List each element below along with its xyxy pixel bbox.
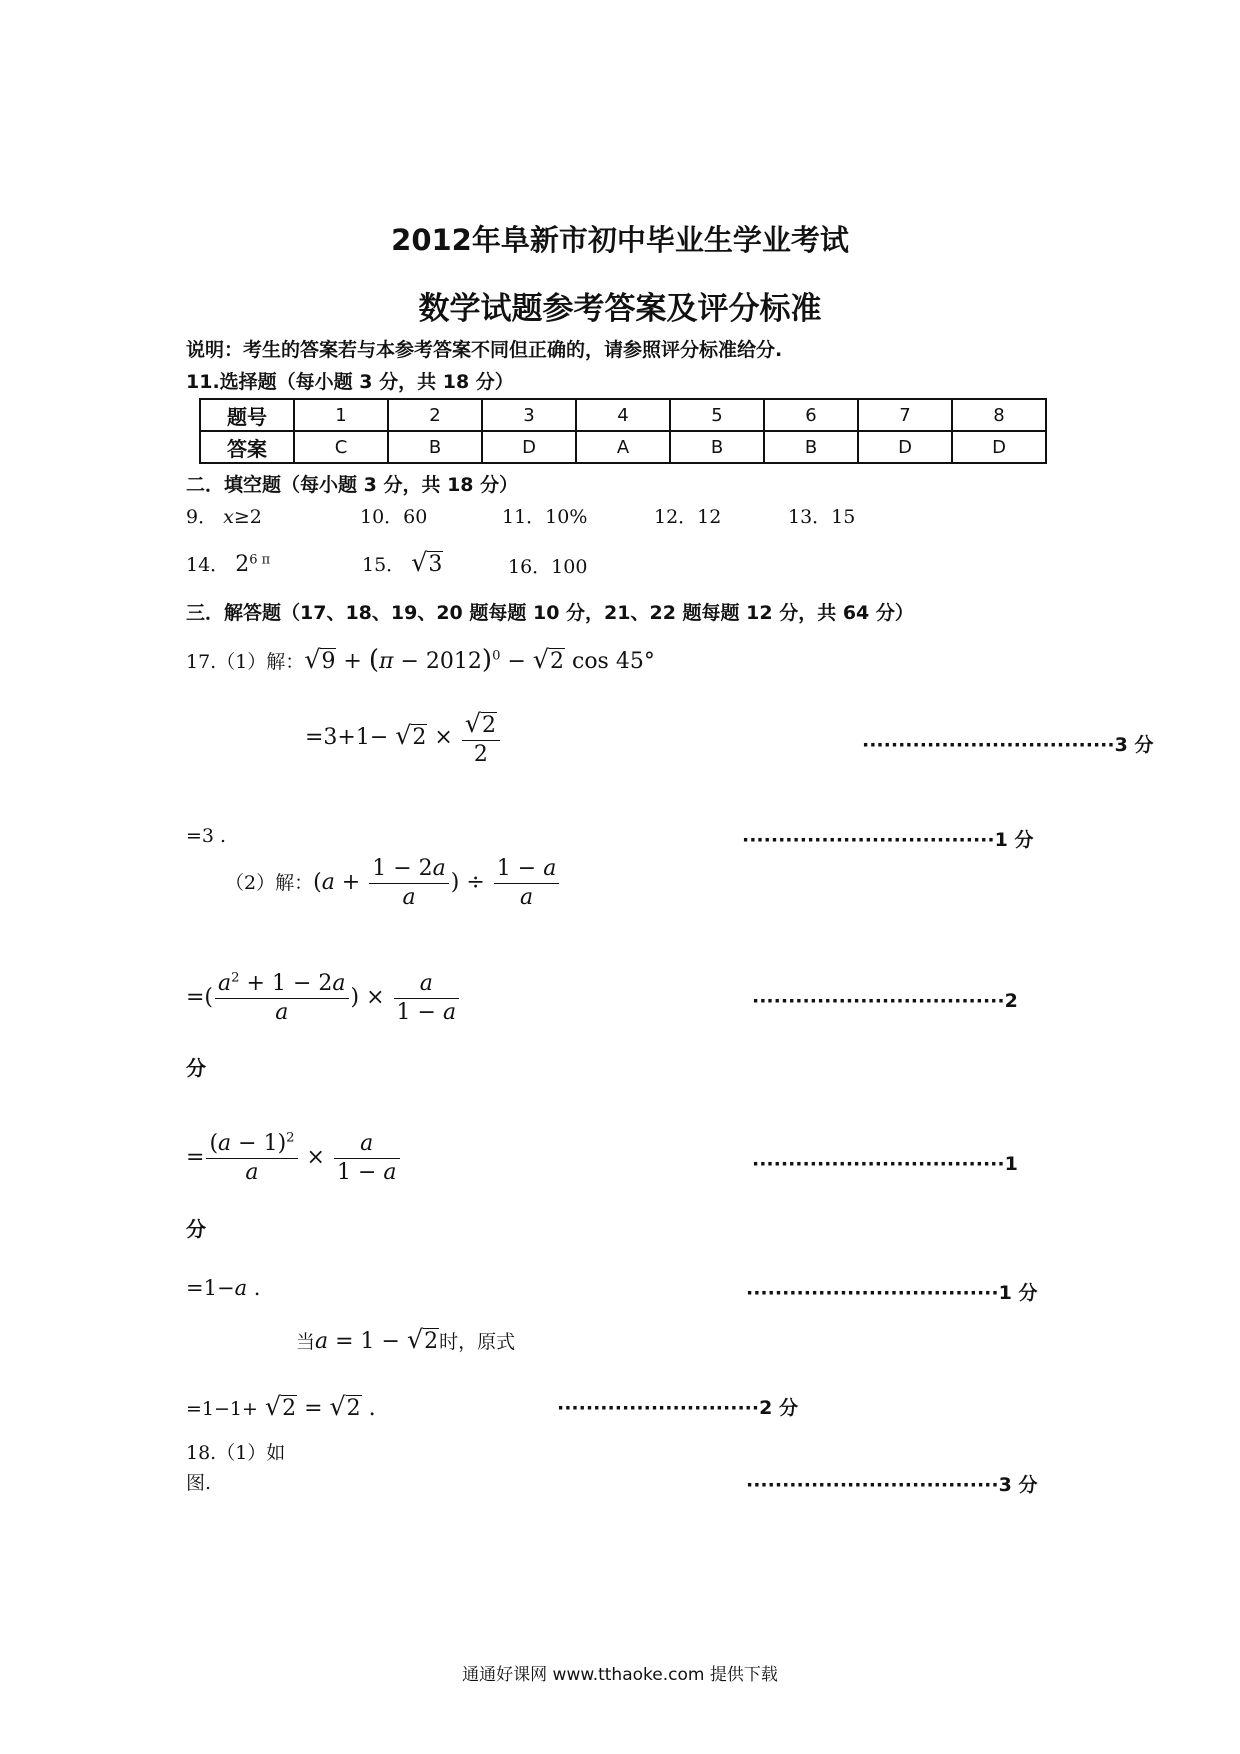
table-cell: D bbox=[858, 431, 952, 463]
q17-result2 bbox=[186, 1276, 260, 1300]
table-cell: D bbox=[482, 431, 576, 463]
table-cell: D bbox=[952, 431, 1046, 463]
q17-substitution: 当a = 1 − √2时，原式 bbox=[296, 1325, 516, 1354]
final-equals: = bbox=[304, 1396, 323, 1421]
fill-answer-16: 16．100 bbox=[508, 556, 588, 578]
q17-step1-expression: =3+1− √2 × $\frac{√2}{2}$ bbox=[305, 708, 502, 768]
q18-label: 18.（1）如 bbox=[186, 1442, 286, 1464]
fill-answer-12: 12．12 bbox=[654, 506, 722, 528]
q17-step3-expression: = $\frac{(a - 1)^2}{a}$ × $\frac{a}{1 - a}$ bbox=[186, 1130, 402, 1186]
score-marker: ···································3 分 bbox=[862, 734, 1154, 756]
table-row bbox=[200, 399, 1046, 431]
table-cell: 7 bbox=[858, 399, 952, 431]
result-prefix: =1− bbox=[186, 1276, 235, 1300]
score-value: 2 分 bbox=[759, 1397, 798, 1419]
table-row bbox=[200, 431, 1046, 463]
score-marker: ···································3 分 bbox=[746, 1474, 1038, 1496]
q9-value: ≥2 bbox=[233, 506, 262, 528]
table-cell: B bbox=[764, 431, 858, 463]
score-value: 2 bbox=[1004, 990, 1018, 1012]
score-marker: ···································1 bbox=[752, 1153, 1018, 1175]
q17-part2-expression: （2）解：(a + $\frac{1 - 2a}{a}$ ) ÷ $\frac{1 - a}{a}$ bbox=[225, 855, 561, 911]
when-text: 时，原式 bbox=[439, 1331, 516, 1353]
row-label-answer: 答案 bbox=[200, 431, 294, 463]
exam-title: 2012年阜新市初中毕业生学业考试 bbox=[391, 223, 849, 257]
q14-number: 14． bbox=[186, 554, 230, 576]
score-marker: ···································1 分 bbox=[746, 1282, 1038, 1304]
sqrt-symbol: √9 bbox=[304, 645, 336, 674]
q9-number: 9． bbox=[186, 506, 218, 528]
score-value: 1 分 bbox=[994, 829, 1034, 851]
result-variable: a bbox=[234, 1276, 248, 1300]
table-cell: 2 bbox=[388, 399, 482, 431]
section1-heading: 11.选择题（每小题 3 分，共 18 分） bbox=[186, 371, 514, 393]
final-prefix: =1−1+ bbox=[186, 1398, 258, 1420]
table-cell: A bbox=[576, 431, 670, 463]
instructions-note: 说明：考生的答案若与本参考答案不同但正确的，请参照评分标准给分. bbox=[186, 339, 783, 361]
table-cell: 5 bbox=[670, 399, 764, 431]
footer-source: 通通好课网 www.tthaoke.com 提供下载 bbox=[462, 1665, 778, 1685]
table-cell: 1 bbox=[294, 399, 388, 431]
q17-part1-label: 17.（1）解： bbox=[186, 651, 305, 673]
q17-part2-label: （2）解： bbox=[225, 872, 314, 894]
q17-part1-expression: 17.（1）解：$√9 + (\pi - 2012)^0 - √2$ cos 45° bbox=[186, 645, 655, 675]
fill-answer-14 bbox=[186, 550, 270, 577]
row-label-question-number: 题号 bbox=[200, 399, 294, 431]
answer-key-title: 数学试题参考答案及评分标准 bbox=[418, 291, 822, 327]
score-value: 1 分 bbox=[998, 1282, 1038, 1304]
score-value: 3 分 bbox=[998, 1474, 1038, 1496]
fill-answer-15 bbox=[362, 548, 443, 577]
section3-heading: 三．解答题（17、18、19、20 题每题 10 分，21、22 题每题 12 分，共 64 分） bbox=[186, 602, 914, 624]
score-value: 3 分 bbox=[1114, 734, 1154, 756]
q17-result1: =3 . bbox=[186, 825, 227, 847]
final-end: . bbox=[368, 1396, 376, 1421]
fill-answer-9 bbox=[186, 502, 262, 529]
when-prefix: 当 bbox=[296, 1331, 316, 1353]
section2-heading: 二．填空题（每小题 3 分，共 18 分） bbox=[186, 474, 519, 496]
q17-step2-expression: =( $\frac{a^2 + 1 - 2a}{a}$ ) × $\frac{a}{1 - a}$ bbox=[186, 970, 461, 1026]
q18-tail: 图. bbox=[186, 1472, 212, 1494]
table-cell: B bbox=[388, 431, 482, 463]
score-marker: ···································1 分 bbox=[742, 829, 1034, 851]
q9-variable: x bbox=[223, 506, 234, 528]
table-cell: 3 bbox=[482, 399, 576, 431]
q14-exponent: 6 π bbox=[249, 552, 271, 568]
score-unit: 分 bbox=[186, 1217, 206, 1241]
q15-number: 15． bbox=[362, 554, 406, 576]
table-cell: 4 bbox=[576, 399, 670, 431]
score-marker: ····························2 分 bbox=[557, 1397, 798, 1419]
fill-answer-10: 10．60 bbox=[360, 506, 428, 528]
table-cell: B bbox=[670, 431, 764, 463]
table-cell: 6 bbox=[764, 399, 858, 431]
multiple-choice-answer-table bbox=[199, 398, 1047, 464]
q15-radicand: 3 bbox=[428, 552, 443, 577]
fill-answer-13: 13．15 bbox=[788, 506, 856, 528]
fill-answer-11: 11．10% bbox=[502, 506, 588, 528]
score-value: 1 bbox=[1004, 1153, 1018, 1175]
table-cell: C bbox=[294, 431, 388, 463]
score-unit: 分 bbox=[186, 1056, 206, 1080]
score-marker: ···································2 bbox=[752, 990, 1018, 1012]
table-cell: 8 bbox=[952, 399, 1046, 431]
sqrt-symbol: √3 bbox=[411, 548, 443, 577]
q17-final: =1−1+ √2 = √2 . bbox=[186, 1392, 376, 1421]
result-end: . bbox=[253, 1276, 261, 1300]
sqrt-symbol: √2 bbox=[532, 645, 564, 674]
q14-base: 2 bbox=[235, 552, 250, 577]
